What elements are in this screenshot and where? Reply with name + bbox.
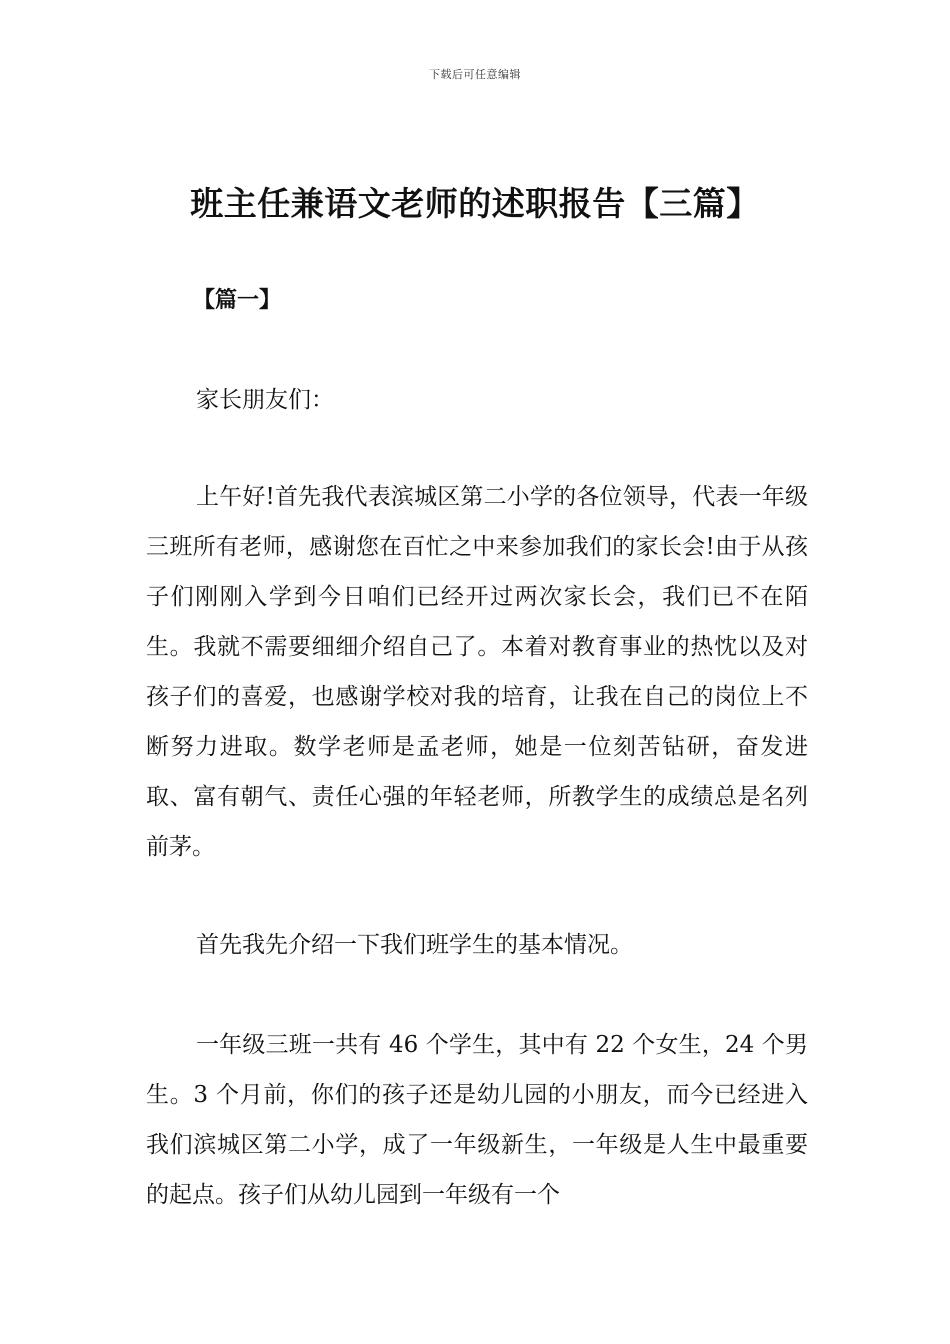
paragraph-class-info: 一年级三班一共有 46 个学生，其中有 22 个女生，24 个男生。3 个月前，你们的孩子还是幼儿园的小朋友，而今已经进入我们滨城区第二小学，成了一年级新生，一年级是人生中最重要的起点。孩子们从幼儿园到一年级有一个 xyxy=(146,1032,808,1208)
header-note: 下载后可任意编辑 xyxy=(429,68,521,81)
document-title: 班主任兼语文老师的述职报告【三篇】 xyxy=(190,184,760,223)
paragraph-lead: 首先我先介绍一下我们班学生的基本情况。 xyxy=(196,932,633,958)
paragraph-intro: 上午好!首先我代表滨城区第二小学的各位领导，代表一年级三班所有老师，感谢您在百忙之中来参加我们的家长会!由于从孩子们刚刚入学到今日咱们已经开过两次家长会，我们已不在陌生。我就不需要细细介绍自己了。本着对教育事业的热忱以及对孩子们的喜爱，也感谢学校对我的培育，让我在自己的岗位上不断努力进取。数学老师是孟老师，她是一位刻苦钻研，奋发进取、富有朝气、责任心强的年轻老师，所教学生的成绩总是名列前茅。 xyxy=(146,484,808,860)
paragraph-greeting: 家长朋友们： xyxy=(196,387,334,413)
section-label: 【篇一】 xyxy=(193,288,282,313)
